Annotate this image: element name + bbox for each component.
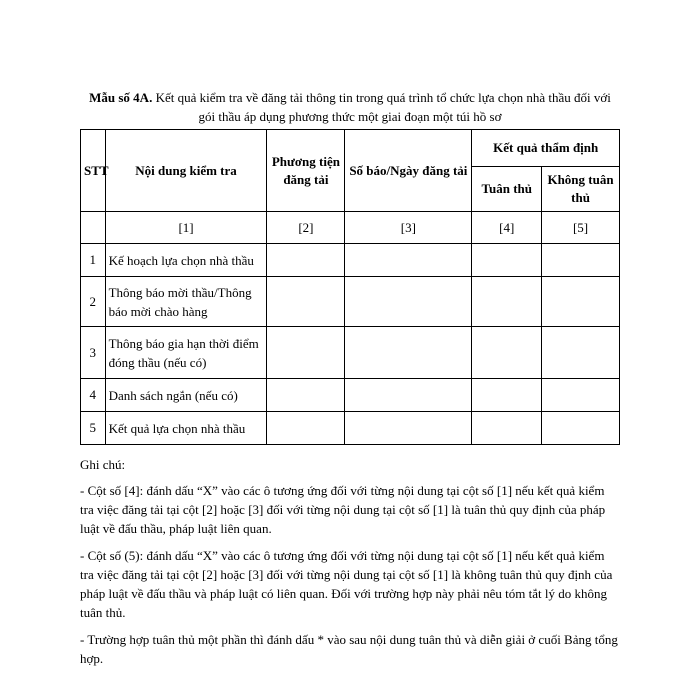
cell-number-date	[345, 277, 472, 327]
form-code: Mẫu số 4A.	[89, 90, 153, 105]
cell-medium	[267, 327, 345, 379]
cell-comply	[472, 412, 542, 445]
row-number: 5	[81, 412, 106, 445]
index-cell: [1]	[105, 212, 267, 244]
table-row	[81, 379, 620, 412]
note-item: - Trường hợp tuân thủ một phần thì đánh dấu * vào sau nội dung tuân thủ và diễn giải ở cuối Bảng tổng hợp.	[80, 632, 618, 666]
note-item: - Cột số (5): đánh dấu “X” vào các ô tương ứng đối với từng nội dung tại cột số [1] nếu kết quả kiểm tra việc đăng tải tại cột [2] hoặc [3] đối với từng nội dung tại cột số [1] là không tuân thủ quy định của pháp luật về đấu thầu và pháp luật có liên quan. Đối với trường hợp này phải nêu tóm tắt lý do không tuân thủ.	[80, 548, 613, 620]
cell-noncomply	[542, 277, 620, 327]
cell-comply	[472, 277, 542, 327]
header-number-date: Số báo/Ngày đăng tải	[345, 130, 472, 212]
row-content: Thông báo gia hạn thời điểm đóng thầu (nếu có)	[105, 327, 267, 379]
index-row	[81, 212, 620, 244]
notes-section	[80, 455, 620, 668]
cell-medium	[267, 412, 345, 445]
row-content: Kế hoạch lựa chọn nhà thầu	[105, 244, 267, 277]
index-cell: [3]	[345, 212, 472, 244]
row-number: 2	[81, 277, 106, 327]
note-item: - Cột số [4]: đánh dấu “X” vào các ô tương ứng đối với từng nội dung tại cột số [1] nếu kết quả kiểm tra việc đăng tải tại cột [2] hoặc [3] đối với từng nội dung tại cột số [1] là tuân thủ quy định của pháp luật về đấu thầu, pháp luật liên quan.	[80, 483, 606, 536]
cell-number-date	[345, 379, 472, 412]
row-number: 1	[81, 244, 106, 277]
header-noncomply: Không tuân thủ	[542, 167, 620, 212]
cell-noncomply	[542, 244, 620, 277]
cell-noncomply	[542, 412, 620, 445]
row-content: Thông báo mời thầu/Thông báo mời chào hàng	[105, 277, 267, 327]
row-content: Kết quả lựa chọn nhà thầu	[105, 412, 267, 445]
form-title-text: Kết quả kiểm tra về đăng tải thông tin trong quá trình tổ chức lựa chọn nhà thầu đối với gói thầu áp dụng phương thức một giai đoạn một túi hồ sơ	[155, 90, 611, 124]
cell-noncomply	[542, 327, 620, 379]
header-content: Nội dung kiểm tra	[105, 130, 267, 212]
index-cell: [2]	[267, 212, 345, 244]
header-result-group: Kết quả thẩm định	[472, 130, 620, 167]
row-number: 3	[81, 327, 106, 379]
form-title	[80, 88, 620, 126]
cell-noncomply	[542, 379, 620, 412]
table-row	[81, 327, 620, 379]
table-row	[81, 244, 620, 277]
header-row-1	[81, 130, 620, 167]
index-cell: [5]	[542, 212, 620, 244]
header-stt: STT	[81, 130, 106, 212]
document-page	[80, 88, 620, 676]
cell-number-date	[345, 412, 472, 445]
cell-medium	[267, 379, 345, 412]
cell-comply	[472, 244, 542, 277]
cell-medium	[267, 277, 345, 327]
cell-medium	[267, 244, 345, 277]
header-medium: Phương tiện đăng tải	[267, 130, 345, 212]
cell-comply	[472, 327, 542, 379]
index-cell-empty	[81, 212, 106, 244]
table-row	[81, 277, 620, 327]
row-content: Danh sách ngắn (nếu có)	[105, 379, 267, 412]
cell-number-date	[345, 327, 472, 379]
notes-label: Ghi chú:	[80, 457, 126, 472]
cell-number-date	[345, 244, 472, 277]
inspection-table	[80, 129, 620, 445]
header-comply: Tuân thủ	[472, 167, 542, 212]
table-row	[81, 412, 620, 445]
cell-comply	[472, 379, 542, 412]
index-cell: [4]	[472, 212, 542, 244]
row-number: 4	[81, 379, 106, 412]
